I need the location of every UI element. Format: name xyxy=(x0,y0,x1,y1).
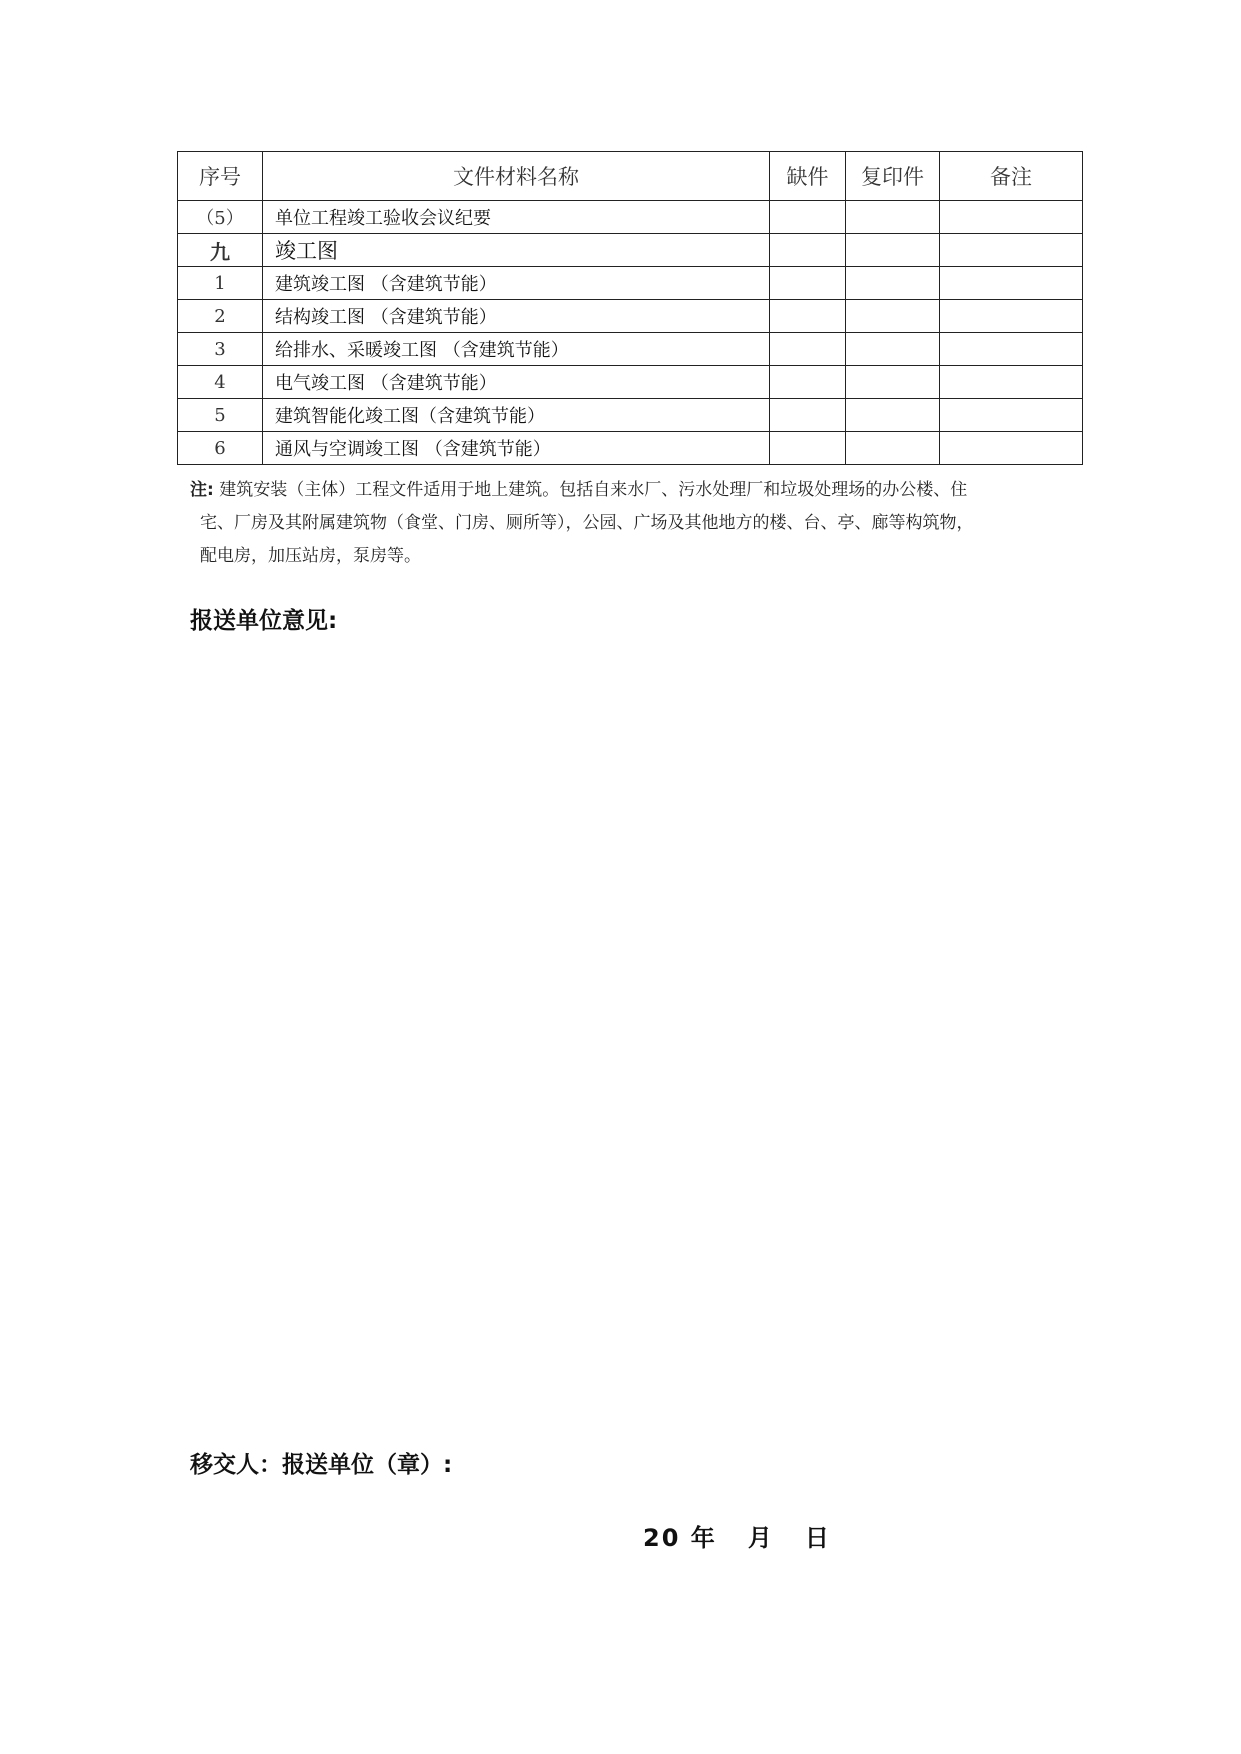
row-copy-cell xyxy=(846,234,940,267)
row-document-name: 建筑竣工图 （含建筑节能） xyxy=(263,267,770,300)
row-remarks-cell xyxy=(940,300,1083,333)
row-remarks-cell xyxy=(940,366,1083,399)
row-serial-no: 1 xyxy=(178,267,263,300)
header-serial-no: 序号 xyxy=(178,152,263,201)
row-document-name: 通风与空调竣工图 （含建筑节能） xyxy=(263,432,770,465)
row-remarks-cell xyxy=(940,333,1083,366)
table-row xyxy=(178,333,1083,366)
row-document-name: 给排水、采暖竣工图 （含建筑节能） xyxy=(263,333,770,366)
row-serial-no: （5） xyxy=(178,201,263,234)
row-missing-cell xyxy=(770,366,846,399)
table-footnote xyxy=(190,474,1070,573)
footnote-line-1: 建筑安装（主体）工程文件适用于地上建筑。包括自来水厂、污水处理厂和垃圾处理场的办公楼、住 xyxy=(219,480,968,500)
table-row xyxy=(178,201,1083,234)
row-serial-no: 2 xyxy=(178,300,263,333)
row-missing-cell xyxy=(770,300,846,333)
header-copy: 复印件 xyxy=(846,152,940,201)
row-document-name: 竣工图 xyxy=(263,234,770,267)
table-row xyxy=(178,399,1083,432)
row-copy-cell xyxy=(846,201,940,234)
signature-line: 移交人：报送单位（章）: xyxy=(190,1452,453,1478)
header-missing: 缺件 xyxy=(770,152,846,201)
row-serial-no: 3 xyxy=(178,333,263,366)
table-row xyxy=(178,267,1083,300)
row-missing-cell xyxy=(770,333,846,366)
footnote-line-2: 宅、厂房及其附属建筑物（食堂、门房、厕所等），公园、广场及其他地方的楼、台、亭、廊等构筑物， xyxy=(200,513,974,533)
row-document-name: 电气竣工图 （含建筑节能） xyxy=(263,366,770,399)
row-missing-cell xyxy=(770,234,846,267)
row-copy-cell xyxy=(846,432,940,465)
row-document-name: 建筑智能化竣工图（含建筑节能） xyxy=(263,399,770,432)
row-copy-cell xyxy=(846,399,940,432)
row-copy-cell xyxy=(846,267,940,300)
table-row xyxy=(178,366,1083,399)
footnote-label: 注: xyxy=(190,480,214,500)
table-header-row xyxy=(178,152,1083,201)
row-copy-cell xyxy=(846,366,940,399)
row-copy-cell xyxy=(846,300,940,333)
row-serial-no: 6 xyxy=(178,432,263,465)
row-remarks-cell xyxy=(940,201,1083,234)
date-line: 20 年 月 日 xyxy=(643,1524,831,1552)
row-document-name: 单位工程竣工验收会议纪要 xyxy=(263,201,770,234)
footnote-line-3: 配电房，加压站房，泵房等。 xyxy=(200,546,421,566)
row-serial-no: 九 xyxy=(178,234,263,267)
header-remarks: 备注 xyxy=(940,152,1083,201)
row-missing-cell xyxy=(770,432,846,465)
row-missing-cell xyxy=(770,201,846,234)
row-remarks-cell xyxy=(940,234,1083,267)
file-list-table xyxy=(177,151,1083,465)
table-row xyxy=(178,432,1083,465)
row-serial-no: 5 xyxy=(178,399,263,432)
row-remarks-cell xyxy=(940,267,1083,300)
table-row xyxy=(178,300,1083,333)
header-document-name: 文件材料名称 xyxy=(263,152,770,201)
row-missing-cell xyxy=(770,267,846,300)
table-row xyxy=(178,234,1083,267)
row-remarks-cell xyxy=(940,432,1083,465)
opinion-heading: 报送单位意见: xyxy=(190,608,338,634)
row-serial-no: 4 xyxy=(178,366,263,399)
row-remarks-cell xyxy=(940,399,1083,432)
row-document-name: 结构竣工图 （含建筑节能） xyxy=(263,300,770,333)
row-copy-cell xyxy=(846,333,940,366)
row-missing-cell xyxy=(770,399,846,432)
